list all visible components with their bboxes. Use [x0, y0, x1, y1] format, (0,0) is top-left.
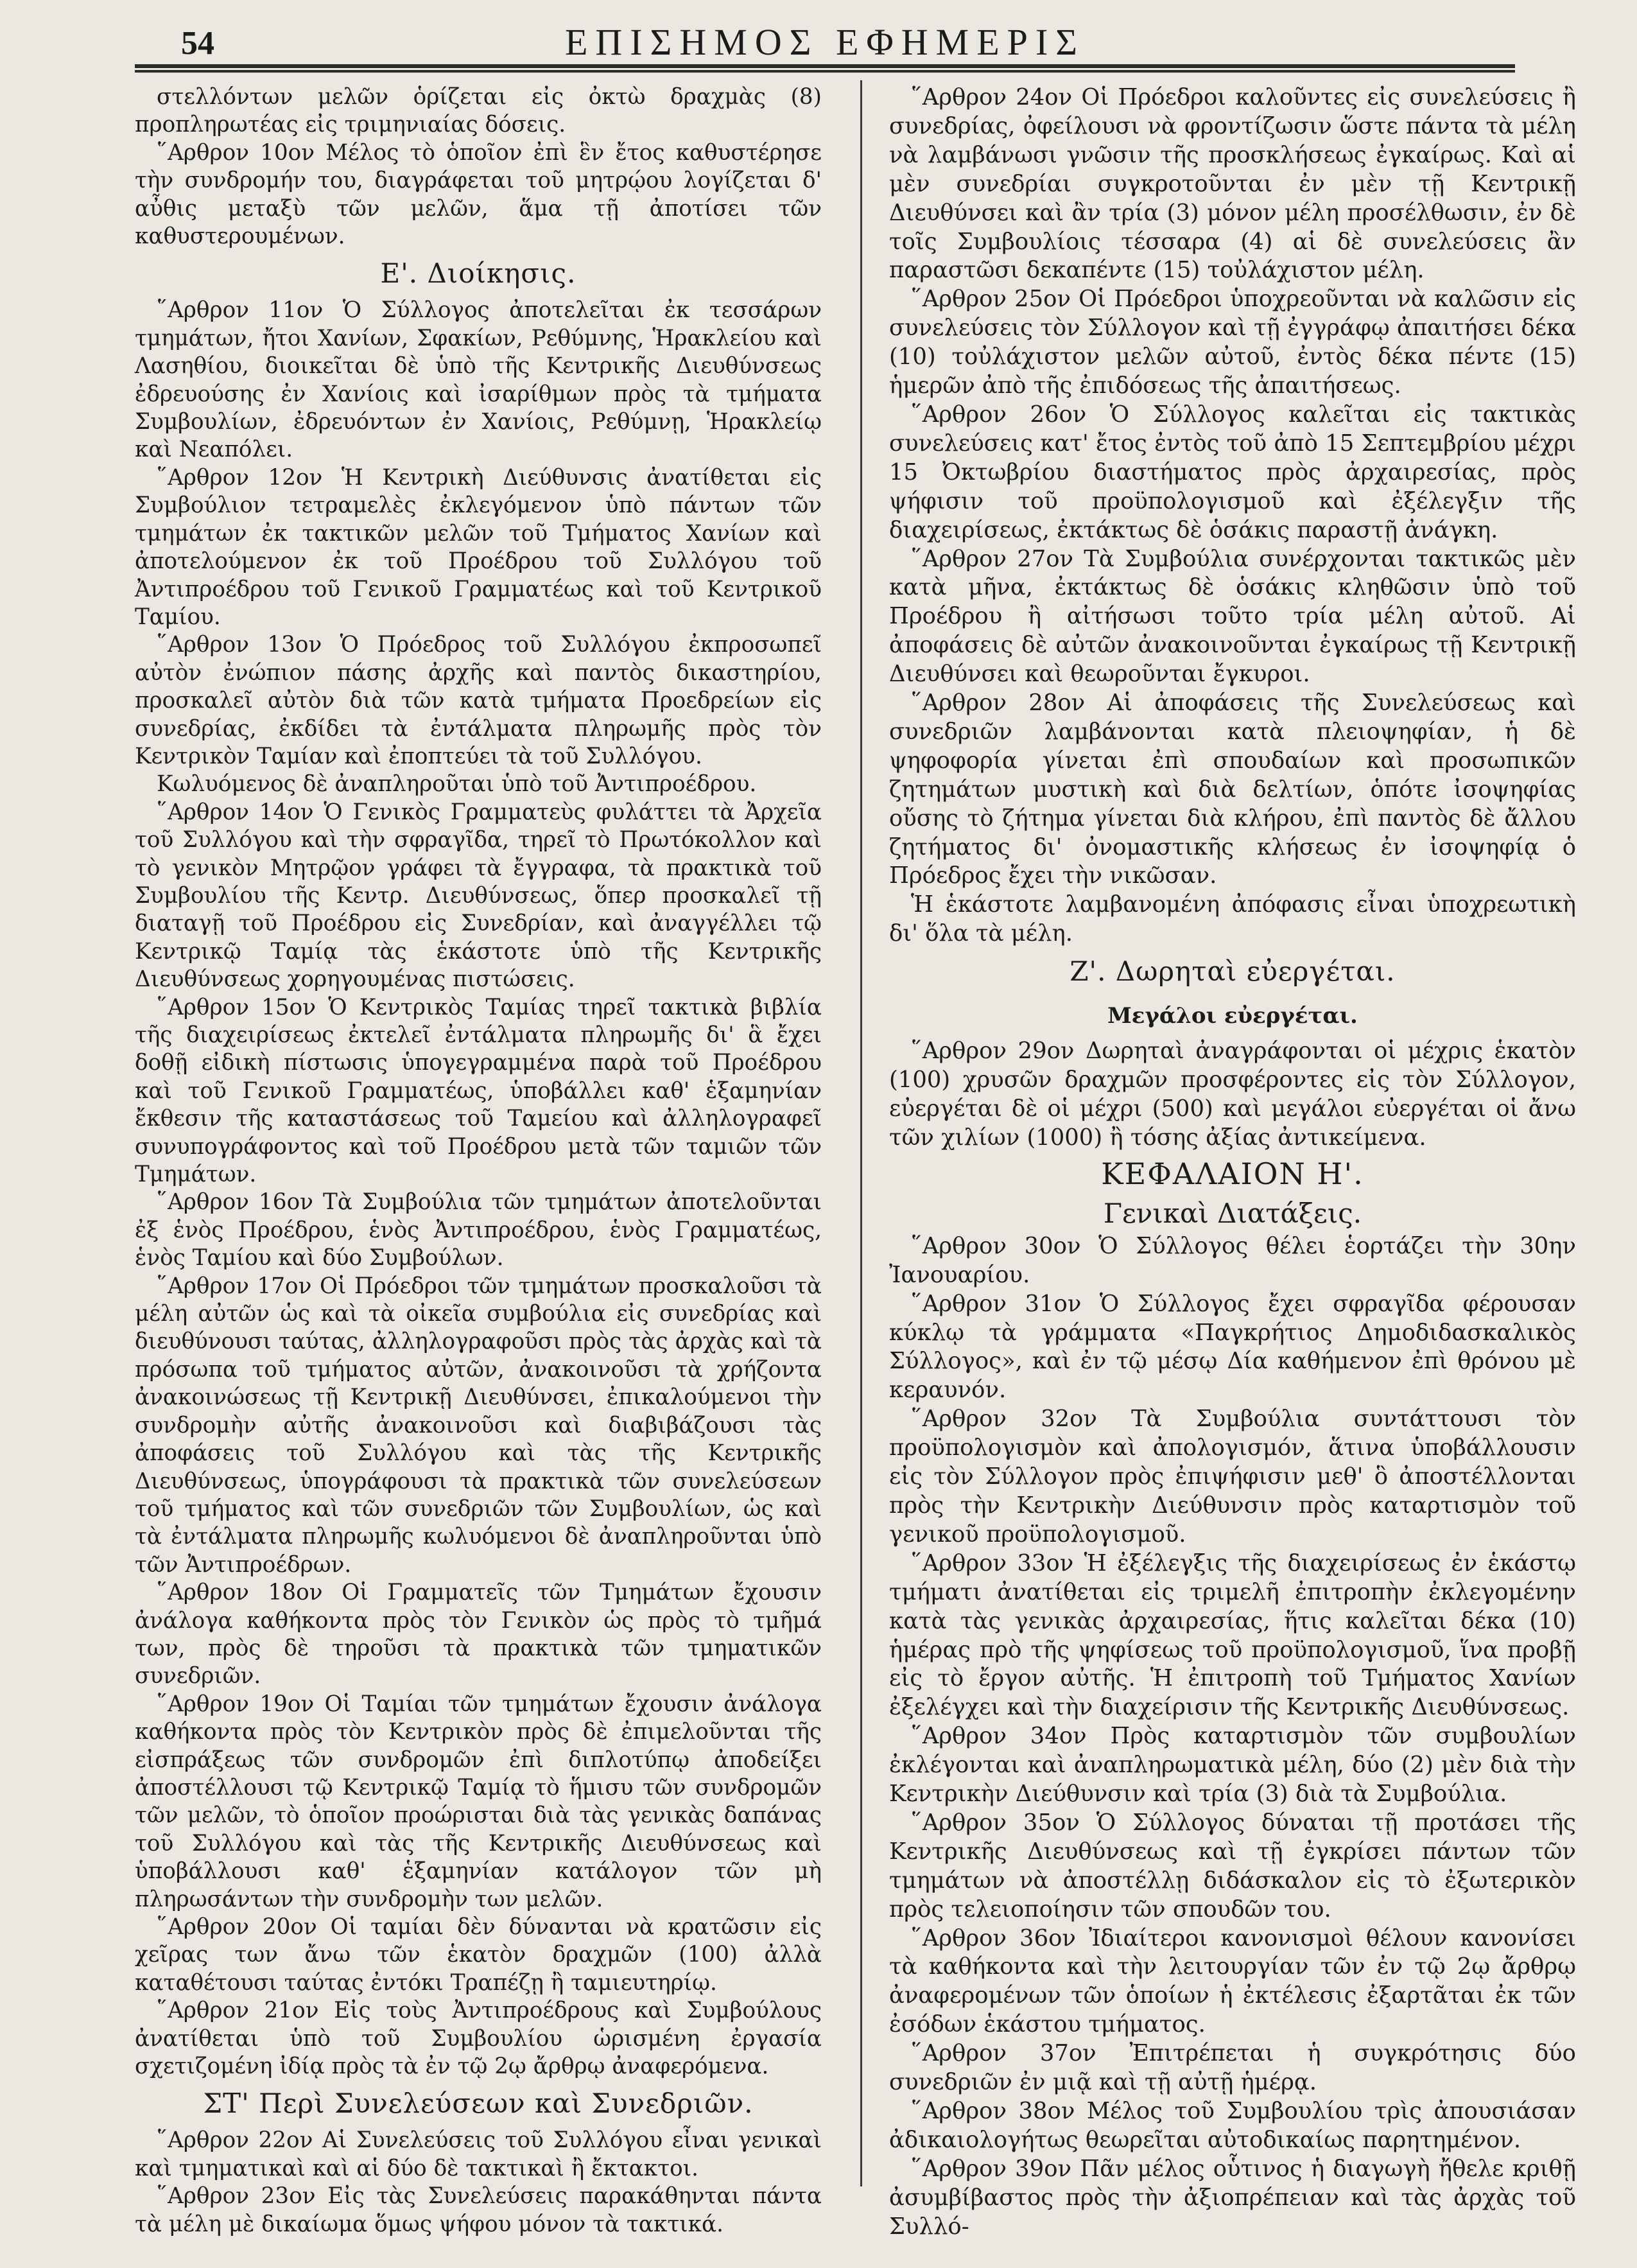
- article-paragraph: ῞Αρθρον 22ον Αἱ Συνελεύσεις τοῦ Συλλόγου εἶναι γενικαὶ καὶ τμηματικαὶ καὶ αἱ δύο δὲ τακτικαὶ ἢ ἔκτακτοι.: [135, 2127, 822, 2181]
- article-paragraph: ῞Αρθρον 20ον Οἱ ταμίαι δὲν δύνανται νὰ κρατῶσιν εἰς χεῖρας των ἄνω τῶν ἑκατὸν δραχμῶν (100) ἀλλὰ καταθέτουσι ταύτας ἐντόκι Τραπέζῃ ἢ ταμιευτηρίῳ.: [135, 1914, 822, 1996]
- article-paragraph: ῞Αρθρον 18ον Οἱ Γραμματεῖς τῶν Τμημάτων ἔχουσιν ἀνάλογα καθήκοντα πρὸς τὸν Γενικὸν ὡς πρὸς τὸ τμῆμά των, πρὸς δὲ τηροῦσι τὰ πρακτικὰ τῶν τμηματικῶν συνεδριῶν.: [135, 1580, 822, 1689]
- article-paragraph: ῞Αρθρον 12ον Ἡ Κεντρικὴ Διεύθυνσις ἀνατίθεται εἰς Συμβούλιον τετραμελὲς ἐκλεγόμενον ὑπὸ πάντων τῶν τμημάτων ἐκ τακτικῶν μελῶν τοῦ Τμήματος Χανίων καὶ ἀποτελούμενον ἐκ τοῦ Προέδρου τοῦ Συλλόγου τοῦ Ἀντιπροέδρου τοῦ Γενικοῦ Γραμματέως καὶ τοῦ Κεντρικοῦ Ταμίου.: [135, 464, 822, 630]
- article-paragraph: ῞Αρθρον 31ον Ὁ Σύλλογος ἔχει σφραγῖδα φέρουσαν κύκλῳ τὰ γράμματα «Παγκρήτιος Δημοδιδασκαλικὸς Σύλλογος», καὶ ἐν τῷ μέσῳ Δία καθήμενον ἐπὶ θρόνου μὲ κεραυνόν.: [889, 1290, 1576, 1404]
- left-column: [135, 83, 822, 2238]
- article-paragraph: ῞Αρθρον 29ον Δωρηταὶ ἀναγράφονται οἱ μέχρις ἑκατὸν (100) χρυσῶν δραχμῶν προσφέροντες εἰς τὸν Σύλλογον, εὐεργέται δὲ οἱ μέχρι (500) καὶ μεγάλοι εὐεργέται οἱ ἄνω τῶν χιλίων (1000) ἢ τόσης ἀξίας ἀντικείμενα.: [889, 1038, 1576, 1151]
- article-paragraph: στελλόντων μελῶν ὁρίζεται εἰς ὀκτὼ δραχμὰς (8) προπληρωτέας εἰς τριμηνιαίας δόσεις.: [135, 84, 822, 138]
- section-heading: ΣΤ' Περὶ Συνελεύσεων καὶ Συνεδριῶν.: [203, 2088, 754, 2120]
- article-paragraph: ῞Αρθρον 25ον Οἱ Πρόεδροι ὑποχρεοῦνται νὰ καλῶσιν εἰς συνελεύσεις τὸν Σύλλογον καὶ τῇ ἐγγράφῳ ἀπαιτήσει δέκα (10) τοὐλάχιστον μελῶν αὐτοῦ, ἐντὸς δέκα πέντε (15) ἡμερῶν ἀπὸ τῆς ἐπιδόσεως τῆς ἀπαιτήσεως.: [889, 286, 1576, 399]
- page-number: 54: [181, 25, 214, 62]
- article-paragraph: ῞Αρθρον 27ον Τὰ Συμβούλια συνέρχονται τακτικῶς μὲν κατὰ μῆνα, ἐκτάκτως δὲ ὁσάκις κληθῶσιν ὑπὸ τοῦ Προέδρου ἢ αἰτήσωσι τοῦτο τρία μέλη αὐτοῦ. Αἱ ἀποφάσεις δὲ αὐτῶν ἀνακοινοῦνται ἐγκαίρως τῇ Κεντρικῇ Διευθύνσει καὶ θεωροῦνται ἔγκυροι.: [889, 545, 1576, 688]
- article-paragraph: ῞Αρθρον 21ον Εἰς τοὺς Ἀντιπροέδρους καὶ Συμβούλους ἀνατίθεται ὑπὸ τοῦ Συμβουλίου ὡρισμένη ἐργασία σχετιζομένη ἰδίᾳ πρὸς τὰ ἐν τῷ 2ῳ ἄρθρῳ ἀναφερόμενα.: [135, 1998, 822, 2080]
- article-paragraph: ῞Αρθρον 32ον Τὰ Συμβούλια συντάττουσι τὸν προϋπολογισμὸν καὶ ἀπολογισμόν, ἅτινα ὑποβάλλουσιν εἰς τὸν Σύλλογον πρὸς ἐπιψήφισιν μεθ' ὃ ἀποστέλλονται πρὸς τὴν Κεντρικὴν Διεύθυνσιν πρὸς καταρτισμὸν τοῦ γενικοῦ προϋπολογισμοῦ.: [889, 1406, 1576, 1548]
- column-divider: [860, 80, 862, 2186]
- article-paragraph: Ἡ ἑκάστοτε λαμβανομένη ἀπόφασις εἶναι ὑποχρεωτικὴ δι' ὅλα τὰ μέλη.: [889, 891, 1576, 947]
- article-paragraph: Κωλυόμενος δὲ ἀναπληροῦται ὑπὸ τοῦ Ἀντιπροέδρου.: [157, 771, 757, 798]
- article-paragraph: ῞Αρθρον 15ον Ὁ Κεντρικὸς Ταμίας τηρεῖ τακτικὰ βιβλία τῆς διαχειρίσεως ἐκτελεῖ ἐντάλματα πληρωμῆς δι' ἃ ἔχει δοθῇ εἰδικὴ πίστωσις ὑπογεγραμμένα παρὰ τοῦ Προέδρου καὶ τοῦ Γενικοῦ Γραμματέως, ὑποβάλλει καθ' ἑξαμηνίαν ἔκθεσιν τῆς καταστάσεως τοῦ Ταμείου καὶ ἀλληλογραφεῖ συνυπογράφοντος καὶ τοῦ Προέδρου μετὰ τῶν ταμιῶν τῶν Τμημάτων.: [135, 994, 822, 1188]
- article-paragraph: ῞Αρθρον 10ον Μέλος τὸ ὁποῖον ἐπὶ ἓν ἔτος καθυστέρησε τὴν συνδρομήν του, διαγράφεται τοῦ μητρῴου λογίζεται δ' αὖθις μεταξὺ τῶν μελῶν, ἅμα τῇ ἀποτίσει τῶν καθυστερουμένων.: [135, 139, 822, 250]
- article-paragraph: ῞Αρθρον 28ον Αἱ ἀποφάσεις τῆς Συνελεύσεως καὶ συνεδριῶν λαμβάνονται κατὰ πλειοψηφίαν, ἡ δὲ ψηφοφορία γίνεται ἐπὶ σπουδαίων καὶ προσωπικῶν ζητημάτων μυστικὴ καὶ διὰ δελτίων, ὁπότε ἰσοψηφίας οὔσης τὸ ζήτημα γίνεται διὰ κλήρου, ἐπὶ παντὸς δὲ ἄλλου ζητήματος δι' ὀνομαστικῆς κλήσεως ἐν ἰσοψηφίᾳ ὁ Πρόεδρος ἔχει τὴν νικῶσαν.: [889, 690, 1576, 889]
- article-paragraph: ῞Αρθρον 24ον Οἱ Πρόεδροι καλοῦντες εἰς συνελεύσεις ἢ συνεδρίας, ὀφείλουσι νὰ φροντίζωσιν ὥστε πάντα τὰ μέλη νὰ λαμβάνωσι γνῶσιν τῆς προσκλήσεως ἐγκαίρως. Καὶ αἱ μὲν συνεδρίαι συγκροτοῦνται ἐν μὲν τῇ Κεντρικῇ Διευθύνσει καὶ ἂν τρία (3) μόνον μέλη προσέλθωσιν, ἐν δὲ τοῖς Συμβουλίοις τέσσαρα (4) αἱ δὲ συνελεύσεις ἂν παραστῶσι δεκαπέντε (15) τοὐλάχιστον μέλη.: [889, 84, 1576, 284]
- right-column: [889, 83, 1576, 2242]
- header-rule: [135, 64, 1515, 73]
- article-paragraph: ῞Αρθρον 39ον Πᾶν μέλος οὗτινος ἡ διαγωγὴ ἤθελε κριθῇ ἀσυμβίβαστος πρὸς τὴν ἀξιοπρέπειαν καὶ τὰς ἀρχὰς τοῦ Συλλό-: [889, 2155, 1576, 2240]
- article-paragraph: ῞Αρθρον 23ον Εἰς τὰς Συνελεύσεις παρακάθηνται πάντα τὰ μέλη μὲ δικαίωμα ὅμως ψήφου μόνον τὰ τακτικά.: [135, 2183, 822, 2237]
- article-paragraph: ῞Αρθρον 11ον Ὁ Σύλλογος ἀποτελεῖται ἐκ τεσσάρων τμημάτων, ἤτοι Χανίων, Σφακίων, Ρεθύμνης, Ἡρακλείου καὶ Λασηθίου, διοικεῖται δὲ ὑπὸ τῆς Κεντρικῆς Διευθύνσεως ἐδρευούσης ἐν Χανίοις καὶ ἰσαρίθμων πρὸς τὰ τμήματα Συμβουλίων, ἐδρευόντων ἐν Χανίοις, Ρεθύμνῃ, Ἡρακλείῳ καὶ Νεαπόλει.: [135, 297, 822, 463]
- chapter-subtitle: Γενικαὶ Διατάξεις.: [1103, 1197, 1362, 1229]
- subsection-heading: Μεγάλοι εὐεργέται.: [1107, 1003, 1358, 1029]
- section-heading: Ζ'. Δωρηταὶ εὐεργέται.: [1070, 955, 1396, 988]
- article-paragraph: ῞Αρθρον 34ον Πρὸς καταρτισμὸν τῶν συμβουλίων ἐκλέγονται καὶ ἀναπληρωματικὰ μέλη, δύο (2) μὲν διὰ τὴν Κεντρικὴν Διεύθυνσιν καὶ τρία (3) διὰ τὰ Συμβούλια.: [889, 1723, 1576, 1808]
- article-paragraph: ῞Αρθρον 16ον Τὰ Συμβούλια τῶν τμημάτων ἀποτελοῦνται ἐξ ἑνὸς Προέδρου, ἑνὸς Ἀντιπροέδρου, ἑνὸς Γραμματέως, ἑνὸς Ταμίου καὶ δύο Συμβούλων.: [135, 1189, 822, 1271]
- article-paragraph: ῞Αρθρον 19ον Οἱ Ταμίαι τῶν τμημάτων ἔχουσιν ἀνάλογα καθήκοντα πρὸς τὸν Κεντρικὸν πρὸς δὲ ἐπιμελοῦνται τῆς εἰσπράξεως τῶν συνδρομῶν ἐπὶ διπλοτύπῳ ἀποδείξει ἀποστέλλουσι τῷ Κεντρικῷ Ταμίᾳ τὸ ἥμισυ τῶν συνδρομῶν τῶν μελῶν, τὸ ὁποῖον προώρισται διὰ τὰς γενικὰς δαπάνας τοῦ Συλλόγου καὶ τὰς τῆς Κεντρικῆς Διευθύνσεως καὶ ὑποβάλλουσι καθ' ἑξαμηνίαν κατάλογον τῶν μὴ πληρωσάντων τὴν συνδρομὴν των μελῶν.: [135, 1691, 822, 1912]
- article-paragraph: ῞Αρθρον 30ον Ὁ Σύλλογος θέλει ἑορτάζει τὴν 30ην Ἰανουαρίου.: [889, 1232, 1576, 1288]
- chapter-heading: ΚΕΦΑΛΑΙΟΝ Η'.: [1101, 1156, 1364, 1191]
- article-paragraph: ῞Αρθρον 35ον Ὁ Σύλλογος δύναται τῇ προτάσει τῆς Κεντρικῆς Διευθύνσεως καὶ τῇ ἐγκρίσει πάντων τῶν τμημάτων νὰ ἀποστέλλῃ διδάσκαλον εἰς τὸ ἐξωτερικὸν πρὸς τελειοποίησιν τῶν σπουδῶν του.: [889, 1809, 1576, 1923]
- article-paragraph: ῞Αρθρον 33ον Ἡ ἐξέλεγξις τῆς διαχειρίσεως ἐν ἑκάστῳ τμήματι ἀνατίθεται εἰς τριμελῆ ἐπιτροπὴν ἐκλεγομένην κατὰ τὰς γενικὰς ἀρχαιρεσίας, ἥτις καλεῖται δέκα (10) ἡμέρας πρὸ τῆς ψηφίσεως τοῦ προϋπολογισμοῦ, ἵνα προβῇ εἰς τὸ ἔργον αὐτῆς. Ἡ ἐπιτροπὴ τοῦ Τμήματος Χανίων ἐξελέγχει καὶ τὴν διαχείρισιν τῆς Κεντρικῆς Διευθύνσεως.: [889, 1549, 1576, 1721]
- article-paragraph: ῞Αρθρον 17ον Οἱ Πρόεδροι τῶν τμημάτων προσκαλοῦσι τὰ μέλη αὐτῶν ὡς καὶ τὰ οἰκεῖα συμβούλια εἰς συνεδρίας καὶ διευθύνουσι ταύτας, ἀλληλογραφοῦσι πρὸς τὰς ἀρχὰς καὶ τὰ πρόσωπα τοῦ τμήματος αὐτῶν, ἀνακοινοῦσι τὰ χρήζοντα ἀνακοινώσεως τῇ Κεντρικῇ Διευθύνσει, ἐπικαλούμενοι τὴν συνδρομὴν αὐτῆς ἀνακοινοῦσι καὶ διαβιβάζουσι τὰς ἀποφάσεις τοῦ Συλλόγου καὶ τὰς τῆς Κεντρικῆς Διευθύνσεως, ὑπογράφουσι τὰ πρακτικὰ τῶν συνελεύσεων τοῦ τμήματος καὶ τῶν συνεδριῶν τῶν Συμβουλίων, ὡς καὶ τὰ ἐντάλματα πληρωμῆς κωλυόμενοι δὲ ἀναπληροῦνται ὑπὸ τῶν Ἀντιπροέδρων.: [135, 1273, 822, 1578]
- article-paragraph: ῞Αρθρον 26ον Ὁ Σύλλογος καλεῖται εἰς τακτικὰς συνελεύσεις κατ' ἔτος ἐντὸς τοῦ ἀπὸ 15 Σεπτεμβρίου μέχρι 15 Ὀκτωβρίου διαστήματος πρὸς ἀρχαιρεσίας, πρὸς ψήφισιν τοῦ προϋπολογισμοῦ καὶ ἐξέλεγξιν τῆς διαχειρίσεως, ἐκτάκτως δὲ ὁσάκις παραστῇ ἀνάγκη.: [889, 401, 1576, 543]
- article-paragraph: ῞Αρθρον 38ον Μέλος τοῦ Συμβουλίου τρὶς ἀπουσιάσαν ἀδικαιολογήτως θεωρεῖται αὐτοδικαίως παρητημένον.: [889, 2098, 1576, 2153]
- article-paragraph: ῞Αρθρον 13ον Ὁ Πρόεδρος τοῦ Συλλόγου ἐκπροσωπεῖ αὐτὸν ἐνώπιον πάσης ἀρχῆς καὶ παντὸς δικαστηρίου, προσκαλεῖ αὐτὸν διὰ τῶν κατὰ τμήματα Προεδρείων εἰς συνεδρίας, ἐκδίδει τὰ ἐντάλματα πληρωμῆς πρὸς τὸν Κεντρικὸν Ταμίαν καὶ ἐποπτεύει τὰ τοῦ Συλλόγου.: [135, 632, 822, 769]
- article-paragraph: ῞Αρθρον 36ον Ἰδιαίτεροι κανονισμοὶ θέλουν κανονίσει τὰ καθήκοντα καὶ τὴν λειτουργίαν τῶν ἐν τῷ 2ῳ ἄρθρῳ ἀναφερομένων τῶν ὁποίων ἡ ἐκτέλεσις ἐξαρτᾶται ἐκ τῶν ἐσόδων ἑκάστου τμήματος.: [889, 1924, 1576, 2038]
- article-paragraph: ῞Αρθρον 37ον Ἐπιτρέπεται ἡ συγκρότησις δύο συνεδριῶν ἐν μιᾷ καὶ τῇ αὐτῇ ἡμέρᾳ.: [889, 2040, 1576, 2096]
- article-paragraph: ῞Αρθρον 14ον Ὁ Γενικὸς Γραμματεὺς φυλάττει τὰ Ἀρχεῖα τοῦ Συλλόγου καὶ τὴν σφραγῖδα, τηρεῖ τὸ Πρωτόκολλον καὶ τὸ γενικὸν Μητρῷον γράφει τὰ ἔγγραφα, τὰ πρακτικὰ τοῦ Συμβουλίου τῆς Κεντρ. Διευθύνσεως, ὅπερ προσκαλεῖ τῇ διαταγῇ τοῦ Προέδρου εἰς Συνεδρίαν, καὶ ἀναγγέλλει τῷ Κεντρικῷ Ταμίᾳ τὰς ἑκάστοτε ὑπὸ τῆς Κεντρικῆς Διευθύνσεως χορηγουμένας πιστώσεις.: [135, 799, 822, 993]
- masthead-title: ΕΠΙΣΗΜΟΣ ΕΦΗΜΕΡΙΣ: [564, 21, 1086, 63]
- section-heading: Ε'. Διοίκησις.: [380, 257, 576, 290]
